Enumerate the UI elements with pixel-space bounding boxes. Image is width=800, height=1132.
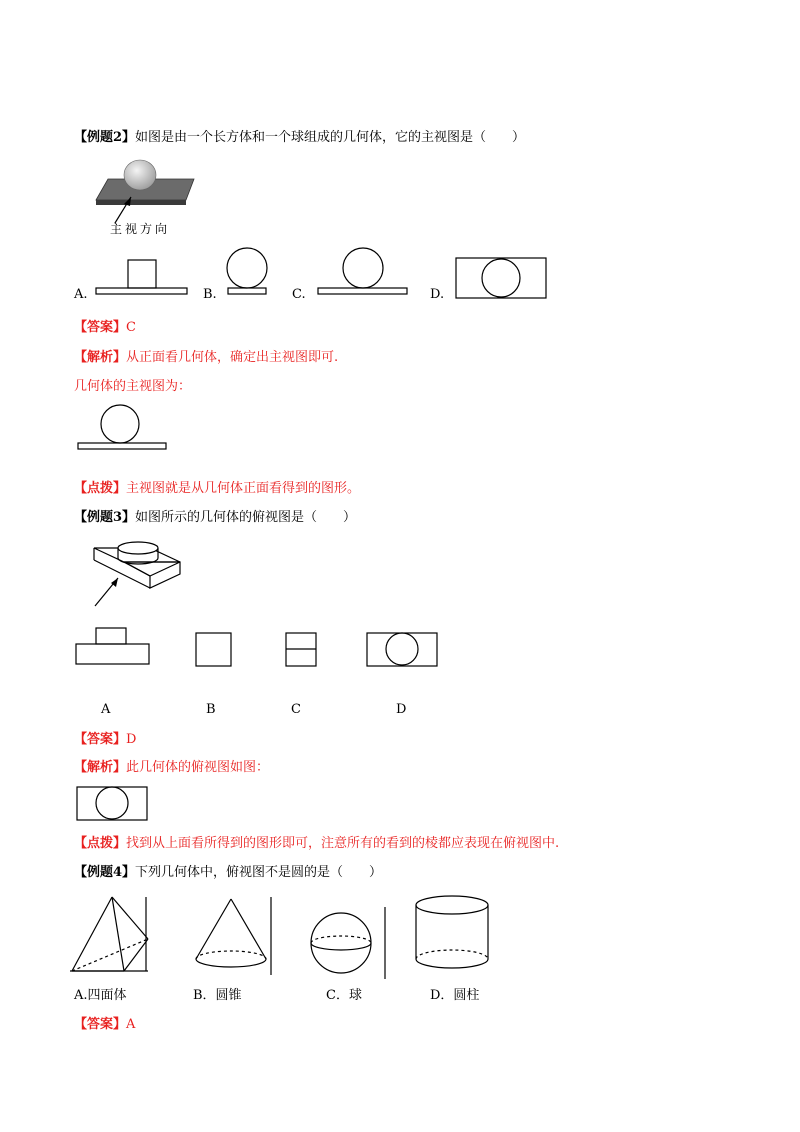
ex2-tip-text: 主视图就是从几何体正面看得到的图形。 [126,481,361,496]
ex3-answer-value: D [126,732,137,747]
ex3-answer-label: 【答案】 [74,732,127,747]
ex2-tip-label: 【点拨】 [74,481,127,496]
ex4-label: 【例题4】 [74,865,136,880]
ex3-analysis-figure [75,785,149,823]
ex3-option-b-label: B [206,702,216,717]
ex2-label: 【例题2】 [74,130,136,145]
ex4-answer-value: A [126,1017,136,1032]
ex2-tip-line [74,482,360,495]
ex2-analysis-label: 【解析】 [74,350,127,365]
ex2-option-a-label: A. [74,287,88,302]
ex2-option-d-figure [454,256,548,300]
ex2-analysis-line [74,351,338,364]
ex2-option-a-figure [94,258,189,298]
ex2-option-c-figure [316,246,410,298]
ex2-answer-line [74,321,136,334]
ex3-analysis-line [74,761,269,774]
ex3-option-a-figure [74,626,152,668]
ex2-answer-label: 【答案】 [74,320,127,335]
ex4-option-c-label: C．球 [326,988,362,1003]
ex3-question-line [74,511,356,524]
ex3-tip-text: 找到从上面看所得到的图形即可，注意所有的看到的棱都应表现在俯视图中. [126,836,560,851]
ex4-option-b-label: B．圆锥 [193,988,242,1003]
ex2-analysis-text-2: 几何体的主视图为： [74,379,192,394]
ex2-option-c-label: C. [292,287,306,302]
ex4-cone-figure [188,895,276,977]
ex4-option-d-label: D．圆柱 [430,988,480,1003]
ex4-tetrahedron-figure [68,895,154,975]
ex4-answer-line [74,1018,135,1031]
ex2-option-b-label: B. [203,287,217,302]
ex3-analysis-label: 【解析】 [74,760,127,775]
ex2-question: 如图是由一个长方体和一个球组成的几何体，它的主视图是（ ） [135,130,526,145]
ex2-option-d-label: D. [430,287,445,302]
ex2-arrow-caption: 主视方向 [110,222,171,236]
ex3-option-a-label: A [101,702,111,717]
ex2-question-line [74,131,525,144]
ex4-cylinder-figure [410,893,496,975]
ex3-tip-label: 【点拨】 [74,836,127,851]
ex2-option-b-figure [226,246,270,298]
ex3-answer-line [74,733,136,746]
ex3-tip-line [74,837,559,850]
ex3-option-c-label: C [291,702,301,717]
ex3-option-c-figure [284,631,320,669]
ex4-question: 下列几何体中，俯视图不是圆的是（ ） [135,865,383,880]
ex2-analysis-figure [76,403,168,453]
ex3-option-b-figure [194,631,234,669]
ex4-question-line [74,866,382,879]
ex2-analysis-text: 从正面看几何体，确定出主视图即可. [126,350,339,365]
ex4-option-a-label: A.四面体 [74,988,127,1003]
ex4-sphere-figure [305,905,393,981]
ex4-answer-label: 【答案】 [74,1017,127,1032]
ex2-answer-value: C [126,320,136,335]
ex3-option-d-label: D [396,702,407,717]
ex3-question: 如图所示的几何体的俯视图是（ ） [135,510,357,525]
ex3-analysis-text: 此几何体的俯视图如图： [126,760,270,775]
ex3-solid-figure [90,530,190,610]
ex3-option-d-figure [365,631,439,669]
ex3-label: 【例题3】 [74,510,136,525]
